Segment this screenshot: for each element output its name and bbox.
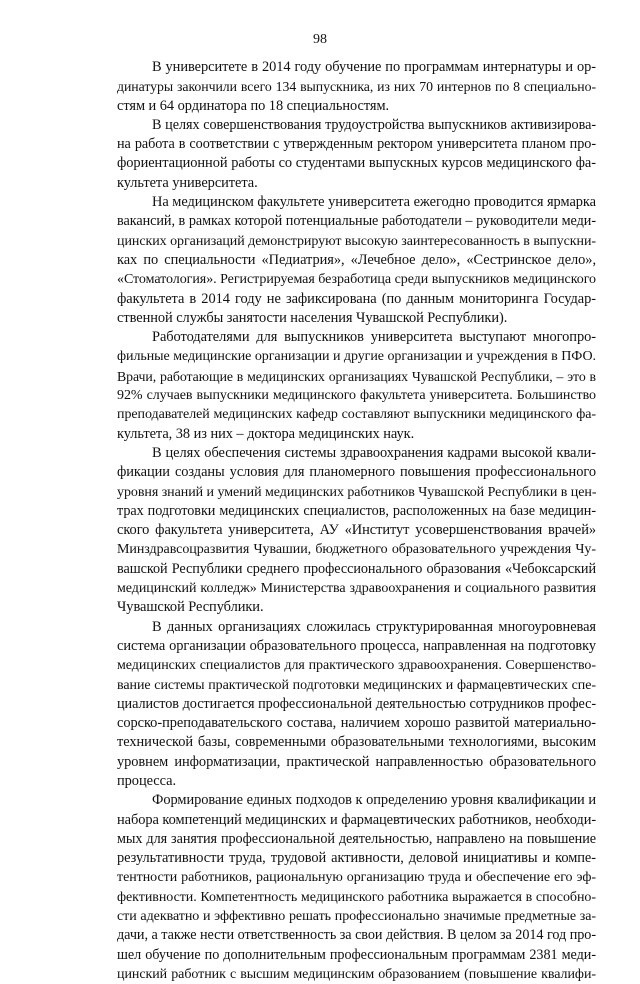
text-line: Работодателями для выпускников университета выступают многопро- [152,329,596,346]
text-line: Врачи, работающие в медицинских организациях Чувашской Республики, – это в [117,368,596,384]
text-line: фективности. Компетентность медицинского работника выражается в способно- [117,889,596,905]
text-line: преподавателей медицинских кафедр составляют выпускники медицинского фа- [117,407,596,423]
text-line: уровнем информатизации, практической направленностью образовательного [117,753,596,770]
text-line: ках по специальности «Педиатрия», «Лечебное дело», «Сестринское дело», [117,251,596,268]
text-line: Формирование единых подходов к определению уровня квалификации и [152,792,596,809]
text-line: результативности труда, трудовой активности, деловой инициативы и компе- [117,850,596,867]
text-line: вание системы практической подготовки медицинских и фармацевтических спе- [117,677,596,693]
text-line: фикации созданы условия для планомерного повышения профессионального [117,464,596,481]
page-number: 98 [313,32,327,47]
text-line: сорско-преподавательского состава, наличием хорошо развитой материально- [117,715,596,732]
text-line: В университете в 2014 году обучение по программам интернатуры и ор- [152,59,596,75]
text-line: медицинский колледж» Министерства здравоохранения и социального развития [117,581,596,597]
text-line: вакансий, в рамках которой потенциальные работодатели – руководители меди- [117,213,596,230]
text-line: В данных организациях сложилась структурированная многоуровневая [152,618,596,635]
paragraph [117,791,596,984]
text-line: фильные медицинские организации и другие организации и учреждения в ПФО. [117,349,596,365]
text-line: ского факультета университета, АУ «Институт усовершенствования врачей» [117,522,596,539]
text-line: В целях совершенствования трудоустройства выпускников активизирова- [152,116,596,133]
text-line: вашской Республики среднего профессионального образования «Чебоксарский [117,560,596,577]
text-line: мых для занятия профессиональной деятельностью, направлено на повышение [117,830,596,847]
text-line: факультета в 2014 году не зафиксирована (по данным мониторинга Государ- [117,290,596,307]
text-line: сти адекватно и эффективно решать профессионально значимые предметные за- [117,909,596,925]
text-line: цинский работник с высшим медицинским образованием (повышение квалифи- [117,966,596,982]
body-text [117,58,596,984]
text-line: стям и 64 ординатора по 18 специальностям. [117,97,390,114]
paragraph [117,618,596,792]
paragraph [117,444,596,618]
paragraph [117,193,596,328]
text-line: культета университета. [117,174,258,191]
paragraph [117,58,596,116]
text-line: На медицинском факультете университета ежегодно проводится ярмарка [152,194,596,211]
text-line: циалистов достигается профессиональной деятельностью сотрудников профес- [117,695,596,712]
text-line: трах подготовки медицинских специалистов, расположенных на базе медицин- [117,502,596,519]
text-line: уровня знаний и умений медицинских работников Чувашской Республики в цен- [117,484,597,500]
text-line: фориентационной работы со студентами выпускных курсов медицинского фа- [117,155,596,172]
text-line: на работа в соответствии с утвержденным ректором университета планом про- [117,136,596,153]
text-line: технической базы, современными образовательными технологиями, высоким [117,734,596,751]
text-line: медицинских специалистов для практического здравоохранения. Совершенство- [117,658,596,674]
text-line: шел обучение по дополнительным профессиональным программам 2381 меди- [117,946,596,963]
text-line: культета, 38 из них – доктора медицинских наук. [117,425,415,442]
text-line: цинских организаций демонстрируют высокую заинтересованность в выпускни- [117,233,597,249]
text-line: Чувашской Республики. [117,599,264,616]
text-line: ственной службы занятости населения Чувашской Республики). [117,309,508,326]
text-line: В целях обеспечения системы здравоохранения кадрами высокой квали- [152,444,596,461]
text-line: тентности работников, рациональную организацию труда и обеспечение его эф- [117,870,596,886]
text-line: система организации образовательного процесса, направленная на подготовку [117,637,596,654]
text-line: дачи, а также нести ответственность за свои действия. В целом за 2014 год про- [117,927,596,944]
paragraph [117,116,596,193]
text-line: 92% случаев выпускники медицинского факультета университета. Большинство [117,388,596,404]
text-line: «Стоматология». Регистрируемая безработица среди выпускников медицинского [117,272,596,288]
text-line: динатуры закончили всего 134 выпускника, из них 70 интернов по 8 специально- [117,79,596,95]
text-line: Минздравсоцразвития Чувашии, бюджетного образовательного учреждения Чу- [117,542,596,558]
text-line: набора компетенций медицинских и фармацевтических работников, необходи- [117,811,597,828]
text-line: процесса. [117,772,177,789]
paragraph [117,328,596,444]
